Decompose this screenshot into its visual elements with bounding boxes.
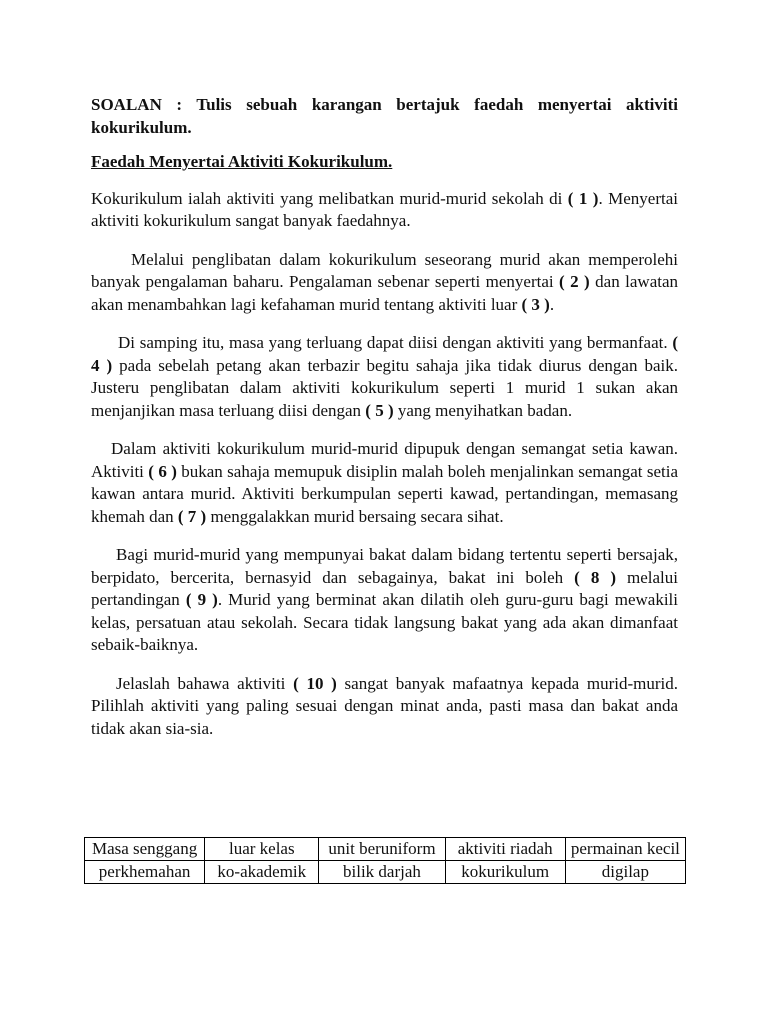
- question-heading: SOALAN : Tulis sebuah karangan bertajuk faedah menyertai aktiviti kokurikulum.: [91, 95, 678, 137]
- blank-6: ( 6 ): [148, 461, 177, 481]
- paragraph-5: [91, 544, 678, 657]
- table-cell: Masa senggang: [85, 838, 205, 861]
- paragraph-4-text-b: bukan sahaja memupuk disiplin malah boleh menjalinkan semangat setia kawan antara murid. Aktiviti berkumpulan seperti kawad, pertandingan, memasang khemah dan: [91, 461, 678, 526]
- paragraph-6-text-b: sangat banyak mafaatnya kepada murid-murid. Pilihlah aktiviti yang paling sesuai dengan minat anda, pasti masa dan bakat anda tidak akan sia-sia.: [91, 673, 679, 738]
- paragraph-1: [91, 188, 678, 233]
- paragraph-4-text-a: Dalam aktiviti kokurikulum murid-murid dipupuk dengan semangat setia kawan. Aktiviti: [91, 439, 678, 481]
- paragraph-3-text-b: pada sebelah petang akan terbazir begitu sahaja jika tidak diurus dengan baik. Justeru penglibatan dalam aktiviti kokurikulum seperti 1 murid 1 sukan akan menjanjikan masa terluang diisi dengan: [91, 355, 678, 420]
- blank-1: ( 1 ): [567, 188, 599, 208]
- table-cell: permainan kecil: [565, 838, 685, 861]
- paragraph-4-text-c: menggalakkan murid bersaing secara sihat.: [206, 506, 504, 526]
- blank-8: ( 8 ): [574, 567, 616, 587]
- table-cell: unit beruniform: [319, 838, 445, 861]
- paragraph-1-text-a: Kokurikulum ialah aktiviti yang melibatkan murid-murid sekolah di: [91, 188, 568, 208]
- paragraph-5-text-c: . Murid yang berminat akan dilatih oleh guru-guru bagi mewakili kelas, persatuan atau sekolah. Secara tidak langsung bakat yang ada akan dimanfaat sebaik-baiknya.: [91, 590, 679, 654]
- blank-3: ( 3 ): [521, 294, 550, 314]
- paragraph-5-text-b: melalui pertandingan: [91, 567, 678, 609]
- table-cell: perkhemahan: [85, 861, 205, 884]
- table-row: [85, 861, 686, 884]
- table-cell: bilik darjah: [319, 861, 445, 884]
- blank-5: ( 5 ): [365, 400, 394, 420]
- paragraph-6: [91, 673, 678, 741]
- table-row: [85, 838, 686, 861]
- blank-2: ( 2 ): [559, 272, 590, 291]
- essay-title: Faedah Menyertai Aktiviti Kokurikulum.: [91, 152, 393, 171]
- table-cell: aktiviti riadah: [445, 838, 565, 861]
- paragraph-1-text-b: . Menyertai aktiviti kokurikulum sangat banyak faedahnya.: [91, 188, 678, 230]
- blank-7: ( 7 ): [177, 506, 207, 526]
- table-cell: digilap: [565, 861, 685, 884]
- table-cell: kokurikulum: [445, 861, 565, 884]
- table-cell: ko-akademik: [205, 861, 319, 884]
- essay-page: [91, 94, 678, 756]
- paragraph-2: [91, 249, 678, 317]
- paragraph-2-text-b: dan lawatan akan menambahkan lagi kefahaman murid tentang aktiviti luar: [91, 272, 679, 314]
- blank-9: ( 9 ): [185, 590, 218, 609]
- paragraph-3-text-a: Di samping itu, masa yang terluang dapat diisi dengan aktiviti yang bermanfaat.: [118, 333, 673, 352]
- paragraph-3: [91, 332, 678, 422]
- paragraph-3-text-c: yang menyihatkan badan.: [393, 400, 573, 420]
- answer-word-table: [84, 837, 686, 884]
- paragraph-6-text-a: Jelaslah bahawa aktiviti: [116, 673, 294, 693]
- paragraph-2-text-a: Melalui penglibatan dalam kokurikulum seseorang murid akan memperolehi banyak pengalaman baharu. Pengalaman sebenar seperti menyertai: [91, 249, 678, 291]
- table-cell: luar kelas: [205, 838, 319, 861]
- paragraph-4: [91, 438, 678, 528]
- paragraph-2-text-c: .: [549, 294, 555, 314]
- blank-4: ( 4 ): [91, 333, 678, 375]
- paragraph-5-text-a: Bagi murid-murid yang mempunyai bakat dalam bidang tertentu seperti bersajak, berpidato, bercerita, bernasyid dan sebagainya, bakat ini boleh: [91, 545, 678, 587]
- blank-10: ( 10 ): [293, 673, 337, 693]
